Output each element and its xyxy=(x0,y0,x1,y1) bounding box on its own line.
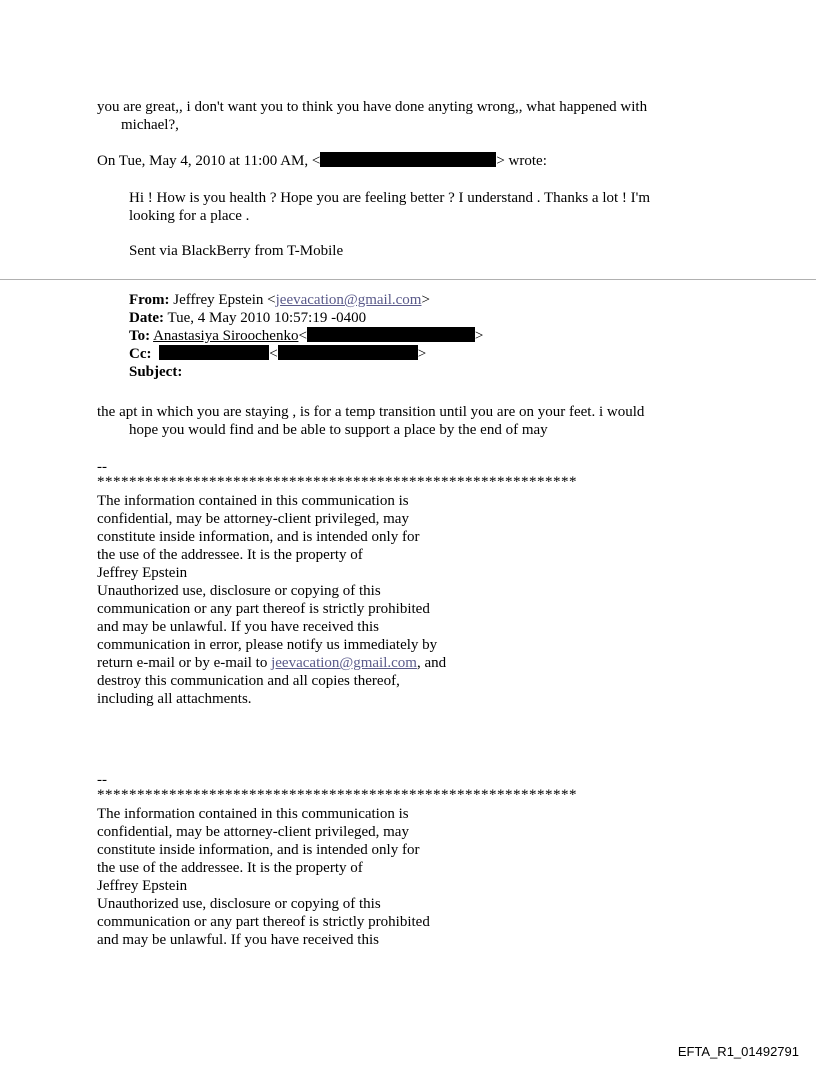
disclaimer-line: including all attachments. xyxy=(97,691,252,707)
disclaimer-line: The information contained in this communication is xyxy=(97,493,409,509)
email-headers xyxy=(129,291,483,381)
signature-stars: ************************************************************ xyxy=(97,474,577,490)
disclaimer-line: the use of the addressee. It is the property of xyxy=(97,860,363,876)
from-email-link[interactable]: jeevacation@gmail.com xyxy=(275,292,422,308)
disclaimer-line: destroy this communication and all copies thereof, xyxy=(97,673,400,689)
redaction-block xyxy=(320,152,496,167)
return-prefix: return e-mail or by e-mail to xyxy=(97,655,272,671)
return-email-link[interactable]: jeevacation@gmail.com xyxy=(271,655,417,671)
header-subject xyxy=(129,363,483,381)
disclaimer-line: communication or any part thereof is strictly prohibited xyxy=(97,601,430,617)
disclaimer-line: communication in error, please notify us immediately by xyxy=(97,637,438,653)
disclaimer-line: constitute inside information, and is intended only for xyxy=(97,529,420,545)
header-date xyxy=(129,309,483,327)
disclaimer-block-2 xyxy=(97,771,577,949)
quote-header-suffix: > wrote: xyxy=(496,153,547,169)
cc-close: > xyxy=(417,346,427,362)
redaction-block xyxy=(307,327,475,342)
disclaimer-return-line xyxy=(97,654,577,672)
signature-stars: ************************************************************ xyxy=(97,787,577,803)
reply-line-2: michael?, xyxy=(121,117,179,133)
quoted-line-2: looking for a place . xyxy=(129,208,250,224)
disclaimer-line: Unauthorized use, disclosure or copying of this xyxy=(97,896,381,912)
to-name: Anastasiya Siroochenko xyxy=(153,328,299,344)
header-to xyxy=(129,327,483,345)
disclaimer-line: and may be unlawful. If you have received this xyxy=(97,932,379,948)
cc-label: Cc: xyxy=(129,346,152,362)
to-close: > xyxy=(474,328,484,344)
signature-dashes: -- xyxy=(97,772,107,788)
disclaimer-block xyxy=(97,458,577,708)
separator-line xyxy=(0,279,816,280)
redaction-block xyxy=(159,345,269,360)
to-label: To: xyxy=(129,328,151,344)
from-label: From: xyxy=(129,292,170,308)
disclaimer-line: and may be unlawful. If you have received this xyxy=(97,619,379,635)
document-id: EFTA_R1_01492791 xyxy=(677,1044,799,1059)
from-name: Jeffrey Epstein < xyxy=(173,292,276,308)
disclaimer-line: Jeffrey Epstein xyxy=(97,565,188,581)
reply-line-1: you are great,, i don't want you to think you have done anyting wrong,, what happened with xyxy=(97,99,648,115)
disclaimer-line: Unauthorized use, disclosure or copying of this xyxy=(97,583,381,599)
subject-label: Subject: xyxy=(129,364,183,380)
header-from xyxy=(129,291,483,309)
from-close: > xyxy=(421,292,430,308)
header-cc xyxy=(129,345,483,363)
return-suffix: , and xyxy=(416,655,447,671)
disclaimer-line: confidential, may be attorney-client privileged, may xyxy=(97,824,409,840)
quoted-message xyxy=(129,189,650,260)
disclaimer-line: The information contained in this communication is xyxy=(97,806,409,822)
quote-header xyxy=(97,152,547,170)
disclaimer-line: constitute inside information, and is intended only for xyxy=(97,842,420,858)
signature-dashes: -- xyxy=(97,459,107,475)
quoted-signature: Sent via BlackBerry from T-Mobile xyxy=(129,243,344,259)
date-label: Date: xyxy=(129,310,164,326)
disclaimer-line: Jeffrey Epstein xyxy=(97,878,188,894)
to-open: < xyxy=(298,328,307,344)
cc-open: < xyxy=(269,346,278,362)
disclaimer-line: confidential, may be attorney-client privileged, may xyxy=(97,511,409,527)
body-line-2: hope you would find and be able to support a place by the end of may xyxy=(129,422,548,438)
disclaimer-line: communication or any part thereof is strictly prohibited xyxy=(97,914,430,930)
reply-text xyxy=(97,98,647,134)
body-line-1: the apt in which you are staying , is for a temp transition until you are on your feet. i would xyxy=(97,404,645,420)
quoted-line-1: Hi ! How is you health ? Hope you are feeling better ? I understand . Thanks a lot ! I'm xyxy=(129,190,651,206)
disclaimer-line: the use of the addressee. It is the property of xyxy=(97,547,363,563)
quote-header-prefix: On Tue, May 4, 2010 at 11:00 AM, < xyxy=(97,153,321,169)
redaction-block xyxy=(278,345,418,360)
date-value: Tue, 4 May 2010 10:57:19 -0400 xyxy=(167,310,367,326)
message-body xyxy=(97,403,644,439)
